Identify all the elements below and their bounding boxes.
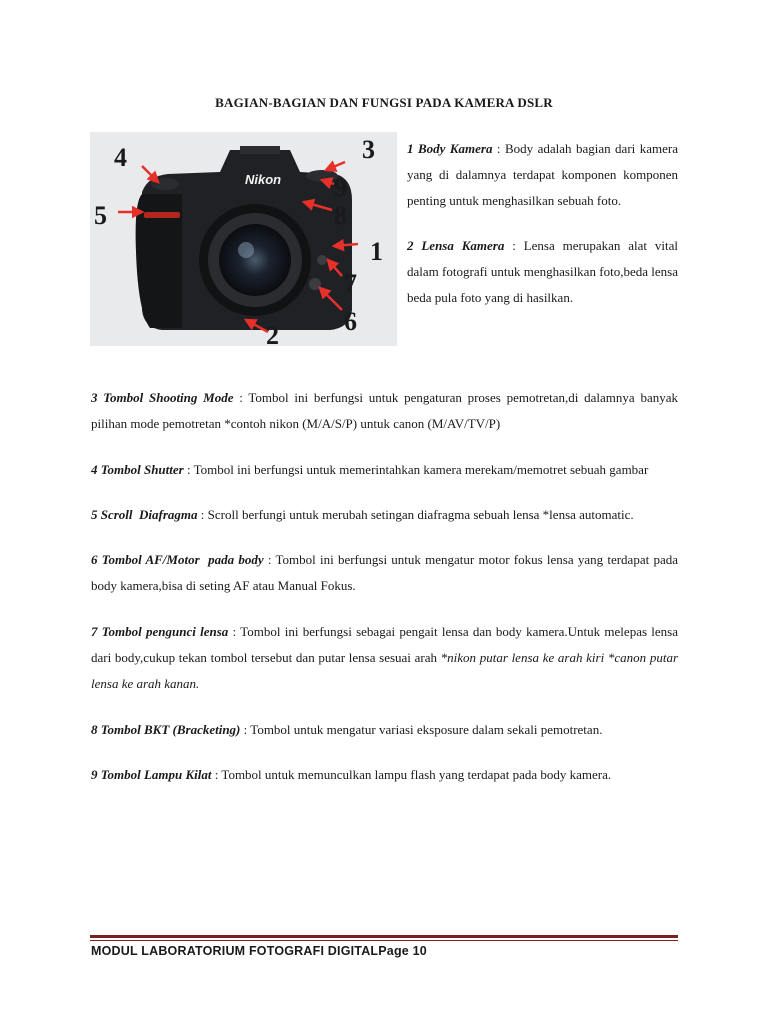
item-text: Tombol untuk mengatur variasi eksposure dalam sekali pemotretan. (250, 721, 603, 737)
callout-1: 1 (370, 237, 383, 266)
item-term: 5 Scroll Diafragma (91, 506, 198, 522)
main-descriptions (91, 385, 678, 807)
callout-5: 5 (94, 201, 107, 230)
page-footer: MODUL LABORATORIUM FOTOGRAFI DIGITALPage 10 (91, 944, 427, 958)
item-bkt: 8 Tombol BKT (Bracketing) : Tombol untuk mengatur variasi eksposure dalam sekali pemotretan. (91, 721, 603, 737)
lens-glass (219, 224, 291, 296)
item-term: 2 Lensa Kamera (407, 237, 505, 253)
footer-rule-thin (90, 940, 678, 941)
callout-4: 4 (114, 143, 127, 172)
item-text: Tombol ini berfungsi sebagai pengait lensa dan body kamera.Untuk melepas lensa dari body,cukup tekan tombol tersebut dan putar lensa sesuai arah (91, 623, 678, 666)
item-term: 1 Body Kamera (407, 141, 493, 156)
item-italic-note: *nikon putar lensa ke arah kiri *canon putar lensa ke arah kanan. (91, 650, 678, 692)
item-shooting-mode: 3 Tombol Shooting Mode : Tombol ini berfungsi untuk pengaturan proses pemotretan,di dalamnya banyak pilihan mode pemotretan *contoh nikon (M/A/S/P) untuk canon (M/AV/TV/P) (91, 390, 678, 432)
item-lampu-kilat: 9 Tombol Lampu Kilat : Tombol untuk memunculkan lampu flash yang terdapat pada body kamera. (91, 766, 612, 782)
callout-9: 9 (334, 173, 347, 202)
grip-accent (144, 212, 180, 218)
item-term: 6 Tombol AF/Motor pada body (91, 552, 264, 568)
item-body-kamera: 1 Body Kamera : Body adalah bagian dari kamera yang di dalamnya terdapat komponen komponen penting untuk menghasilkan sebuah foto. (407, 141, 678, 209)
item-term: 7 Tombol pengunci lensa (91, 623, 229, 639)
item-lensa-kamera: 2 Lensa Kamera : Lensa merupakan alat vital dalam fotografi untuk menghasilkan foto,beda lensa beda pula foto yang di hasilkan. (407, 237, 678, 306)
item-text: Tombol ini berfungsi untuk memerintahkan kamera merekam/memotret sebuah gambar (193, 461, 649, 477)
item-term: 4 Tombol Shutter (91, 461, 184, 477)
lens-release (309, 278, 321, 290)
callout-8: 8 (334, 201, 347, 230)
item-diafragma: 5 Scroll Diafragma : Scroll berfungi untuk merubah setingan diafragma sebuah lensa *lensa automatic. (91, 506, 634, 522)
item-term: 3 Tombol Shooting Mode (91, 390, 234, 405)
item-pengunci-lensa: 7 Tombol pengunci lensa : Tombol ini berfungsi sebagai pengait lensa dan body kamera.Untuk melepas lensa dari body,cukup tekan tombol tersebut dan putar lensa sesuai arah *nikon putar lensa ke arah kiri *canon putar lensa ke arah kanan. (91, 623, 678, 692)
callout-6: 6 (344, 307, 357, 336)
page-title: BAGIAN-BAGIAN DAN FUNGSI PADA KAMERA DSLR (215, 95, 553, 110)
item-af-motor: 6 Tombol AF/Motor pada body : Tombol ini berfungsi untuk mengatur motor fokus lensa yang terdapat pada body kamera,bisa di seting AF atau Manual Fokus. (91, 552, 678, 594)
camera-brand: Nikon (245, 172, 282, 187)
lens-highlight (238, 242, 254, 258)
item-term: 9 Tombol Lampu Kilat (91, 766, 212, 782)
callout-2: 2 (266, 321, 279, 346)
item-text: Body adalah bagian dari kamera yang di dalamnya terdapat komponen komponen penting untuk menghasilkan sebuah foto. (407, 141, 678, 209)
item-term: 8 Tombol BKT (Bracketing) (91, 721, 241, 737)
side-descriptions (407, 136, 678, 329)
callout-7: 7 (344, 269, 357, 298)
item-text: Tombol ini berfungsi untuk mengatur motor fokus lensa yang terdapat pada body kamera,bisa di seting AF atau Manual Fokus. (91, 552, 678, 594)
item-text: Tombol ini berfungsi untuk pengaturan proses pemotretan,di dalamnya banyak pilihan mode pemotretan *contoh nikon (M/A/S/P) untuk canon (M/AV/TV/P) (91, 390, 678, 432)
item-shutter: 4 Tombol Shutter : Tombol ini berfungsi untuk memerintahkan kamera merekam/memotret sebuah gambar (91, 461, 649, 477)
item-text: Scroll berfungi untuk merubah setingan diafragma sebuah lensa *lensa automatic. (207, 506, 634, 522)
item-text: Lensa merupakan alat vital dalam fotografi untuk menghasilkan foto,beda lensa beda pula foto yang di hasilkan. (407, 237, 678, 306)
camera-photo (90, 132, 397, 346)
callout-arrow-3 (326, 162, 345, 170)
footer-rule-thick (90, 935, 678, 938)
hotshoe (240, 146, 280, 154)
item-text: Tombol untuk memunculkan lampu flash yang terdapat pada body kamera. (221, 766, 612, 782)
callout-3: 3 (362, 135, 375, 164)
callout-arrow-4 (142, 166, 158, 182)
af-button (317, 255, 327, 265)
